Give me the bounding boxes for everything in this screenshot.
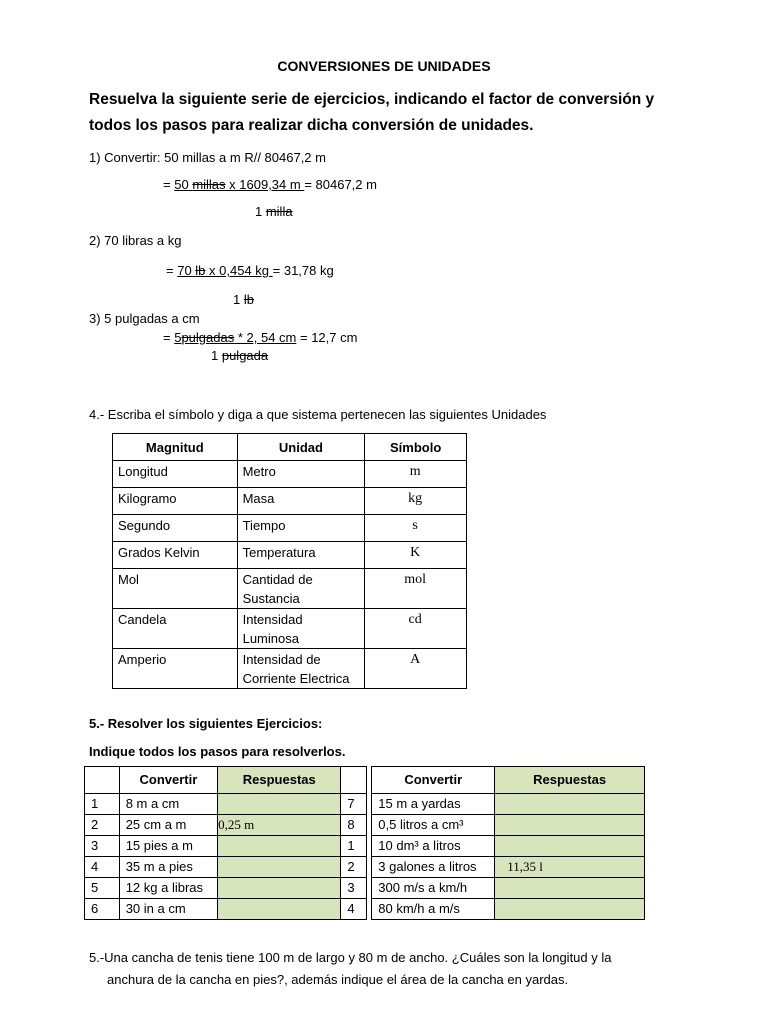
exercise-text: 8 m a cm xyxy=(119,794,217,815)
exercise-text: 25 cm a m xyxy=(119,815,217,836)
answer-cell xyxy=(218,878,341,899)
row-number: 2 xyxy=(341,857,367,878)
result: = 12,7 cm xyxy=(296,330,358,345)
exercise-text: 80 km/h a m/s xyxy=(372,899,495,920)
row-number: 4 xyxy=(341,899,367,920)
denominator-value: 1 xyxy=(211,348,222,363)
table-row xyxy=(85,878,645,899)
exercise-text: 300 m/s a km/h xyxy=(372,878,495,899)
answer-cell xyxy=(218,899,341,920)
denominator-value: 1 xyxy=(255,204,266,219)
exercise-text: 3 galones a litros xyxy=(372,857,495,878)
table-row xyxy=(85,899,645,920)
cell-magnitud: Segundo xyxy=(113,515,238,542)
exercise-text: 15 m a yardas xyxy=(372,794,495,815)
table-row xyxy=(113,488,467,515)
row-number: 4 xyxy=(85,857,120,878)
answer-cell: 11,35 l xyxy=(495,857,645,878)
numerator xyxy=(174,330,296,345)
eq-prefix: = xyxy=(163,330,175,345)
numerator xyxy=(174,177,304,192)
header-convertir-left: Convertir xyxy=(119,767,217,794)
exercises-table xyxy=(84,766,645,920)
cell-magnitud: Amperio xyxy=(113,649,238,689)
problem-line-2: anchura de la cancha en pies?, además indique el área de la cancha en yardas. xyxy=(107,972,569,987)
exercise-3-statement: 3) 5 pulgadas a cm xyxy=(89,311,200,326)
result: = 80467,2 m xyxy=(304,177,377,192)
table-row xyxy=(85,794,645,815)
table-row xyxy=(113,461,467,488)
numerator-value: 50 xyxy=(174,177,189,192)
numerator xyxy=(177,263,272,278)
units-table xyxy=(112,433,467,689)
cell-magnitud: Candela xyxy=(113,609,238,649)
table-row xyxy=(113,609,467,649)
exercises-table-header xyxy=(85,767,645,794)
row-number: 1 xyxy=(341,836,367,857)
answer-cell xyxy=(495,794,645,815)
exercise-text: 12 kg a libras xyxy=(119,878,217,899)
answer-cell xyxy=(495,878,645,899)
exercise-3-equation xyxy=(163,330,357,345)
section-5-subheading: Indique todos los pasos para resolverlos. xyxy=(89,744,346,759)
exercise-text: 30 in a cm xyxy=(119,899,217,920)
table-row xyxy=(85,857,645,878)
cell-simbolo: kg xyxy=(365,488,467,515)
row-number: 5 xyxy=(85,878,120,899)
cancelled-unit: lb xyxy=(243,292,254,307)
answer-cell xyxy=(218,836,341,857)
section-5-heading: 5.- Resolver los siguientes Ejercicios: xyxy=(89,716,323,731)
conversion-factor: * 2, 54 cm xyxy=(234,330,297,345)
header-convertir-right: Convertir xyxy=(372,767,495,794)
header-num-left xyxy=(85,767,120,794)
denominator-value: 1 xyxy=(233,292,244,307)
header-num-right xyxy=(341,767,367,794)
table-row xyxy=(113,515,467,542)
exercise-text: 15 pies a m xyxy=(119,836,217,857)
answer-cell: 0,25 m xyxy=(218,815,341,836)
header-magnitud: Magnitud xyxy=(113,434,238,461)
cell-unidad: Metro xyxy=(237,461,365,488)
row-number: 2 xyxy=(85,815,120,836)
answer-cell xyxy=(495,899,645,920)
cancelled-unit: milla xyxy=(265,204,293,219)
table-row xyxy=(85,836,645,857)
cell-unidad: Tiempo xyxy=(237,515,365,542)
eq-prefix: = xyxy=(166,263,178,278)
cell-unidad: Intensidad Luminosa xyxy=(237,609,365,649)
row-number: 7 xyxy=(341,794,367,815)
exercise-text: 0,5 litros a cm³ xyxy=(372,815,495,836)
cancelled-unit: pulgadas xyxy=(181,330,235,345)
exercise-1-statement: 1) Convertir: 50 millas a m R// 80467,2 m xyxy=(89,150,326,165)
page-title: CONVERSIONES DE UNIDADES xyxy=(277,58,491,74)
exercise-text: 10 dm³ a litros xyxy=(372,836,495,857)
cell-simbolo: K xyxy=(365,542,467,569)
exercise-3-denominator xyxy=(211,348,268,363)
table-row xyxy=(85,815,645,836)
cell-simbolo: A xyxy=(365,649,467,689)
cell-simbolo: s xyxy=(365,515,467,542)
cell-unidad: Cantidad de Sustancia xyxy=(237,569,365,609)
cell-unidad: Intensidad de Corriente Electrica xyxy=(237,649,365,689)
table-row xyxy=(113,569,467,609)
eq-prefix: = xyxy=(163,177,175,192)
cancelled-unit: lb xyxy=(195,263,206,278)
row-number: 1 xyxy=(85,794,120,815)
row-number: 3 xyxy=(85,836,120,857)
units-table-header xyxy=(113,434,467,461)
cell-magnitud: Longitud xyxy=(113,461,238,488)
section-4-heading: 4.- Escriba el símbolo y diga a que sistema pertenecen las siguientes Unidades xyxy=(89,407,547,422)
numerator-value: 70 xyxy=(177,263,196,278)
cancelled-unit: pulgada xyxy=(221,348,269,363)
cell-unidad: Temperatura xyxy=(237,542,365,569)
row-number: 3 xyxy=(341,878,367,899)
cell-simbolo: cd xyxy=(365,609,467,649)
exercise-1-equation xyxy=(163,177,377,192)
exercise-1-denominator xyxy=(255,204,293,219)
cell-simbolo: m xyxy=(365,461,467,488)
row-number: 6 xyxy=(85,899,120,920)
conversion-factor: x 1609,34 m xyxy=(225,177,305,192)
cell-magnitud: Grados Kelvin xyxy=(113,542,238,569)
problem-line-1: 5.-Una cancha de tenis tiene 100 m de largo y 80 m de ancho. ¿Cuáles son la longitud y la xyxy=(89,950,612,965)
exercise-2-equation xyxy=(166,263,334,278)
exercise-2-denominator xyxy=(233,292,254,307)
result: = 31,78 kg xyxy=(272,263,334,278)
exercise-text: 35 m a pies xyxy=(119,857,217,878)
header-simbolo: Símbolo xyxy=(365,434,467,461)
numerator-value: 5 xyxy=(174,330,182,345)
cancelled-unit: millas xyxy=(192,177,226,192)
exercise-2-statement: 2) 70 libras a kg xyxy=(89,233,182,248)
row-number: 8 xyxy=(341,815,367,836)
header-respuestas-right: Respuestas xyxy=(495,767,645,794)
answer-cell xyxy=(495,836,645,857)
cell-simbolo: mol xyxy=(365,569,467,609)
instructions-line-1: Resuelva la siguiente serie de ejercicios, indicando el factor de conversión y xyxy=(89,91,655,108)
answer-cell xyxy=(218,794,341,815)
header-respuestas-left: Respuestas xyxy=(218,767,341,794)
cell-unidad: Masa xyxy=(237,488,365,515)
header-unidad: Unidad xyxy=(237,434,365,461)
table-row xyxy=(113,542,467,569)
cell-magnitud: Kilogramo xyxy=(113,488,238,515)
answer-cell xyxy=(218,857,341,878)
instructions-line-2: todos los pasos para realizar dicha conversión de unidades. xyxy=(89,117,534,134)
answer-cell xyxy=(495,815,645,836)
cell-magnitud: Mol xyxy=(113,569,238,609)
table-row xyxy=(113,649,467,689)
conversion-factor: x 0,454 kg xyxy=(205,263,273,278)
